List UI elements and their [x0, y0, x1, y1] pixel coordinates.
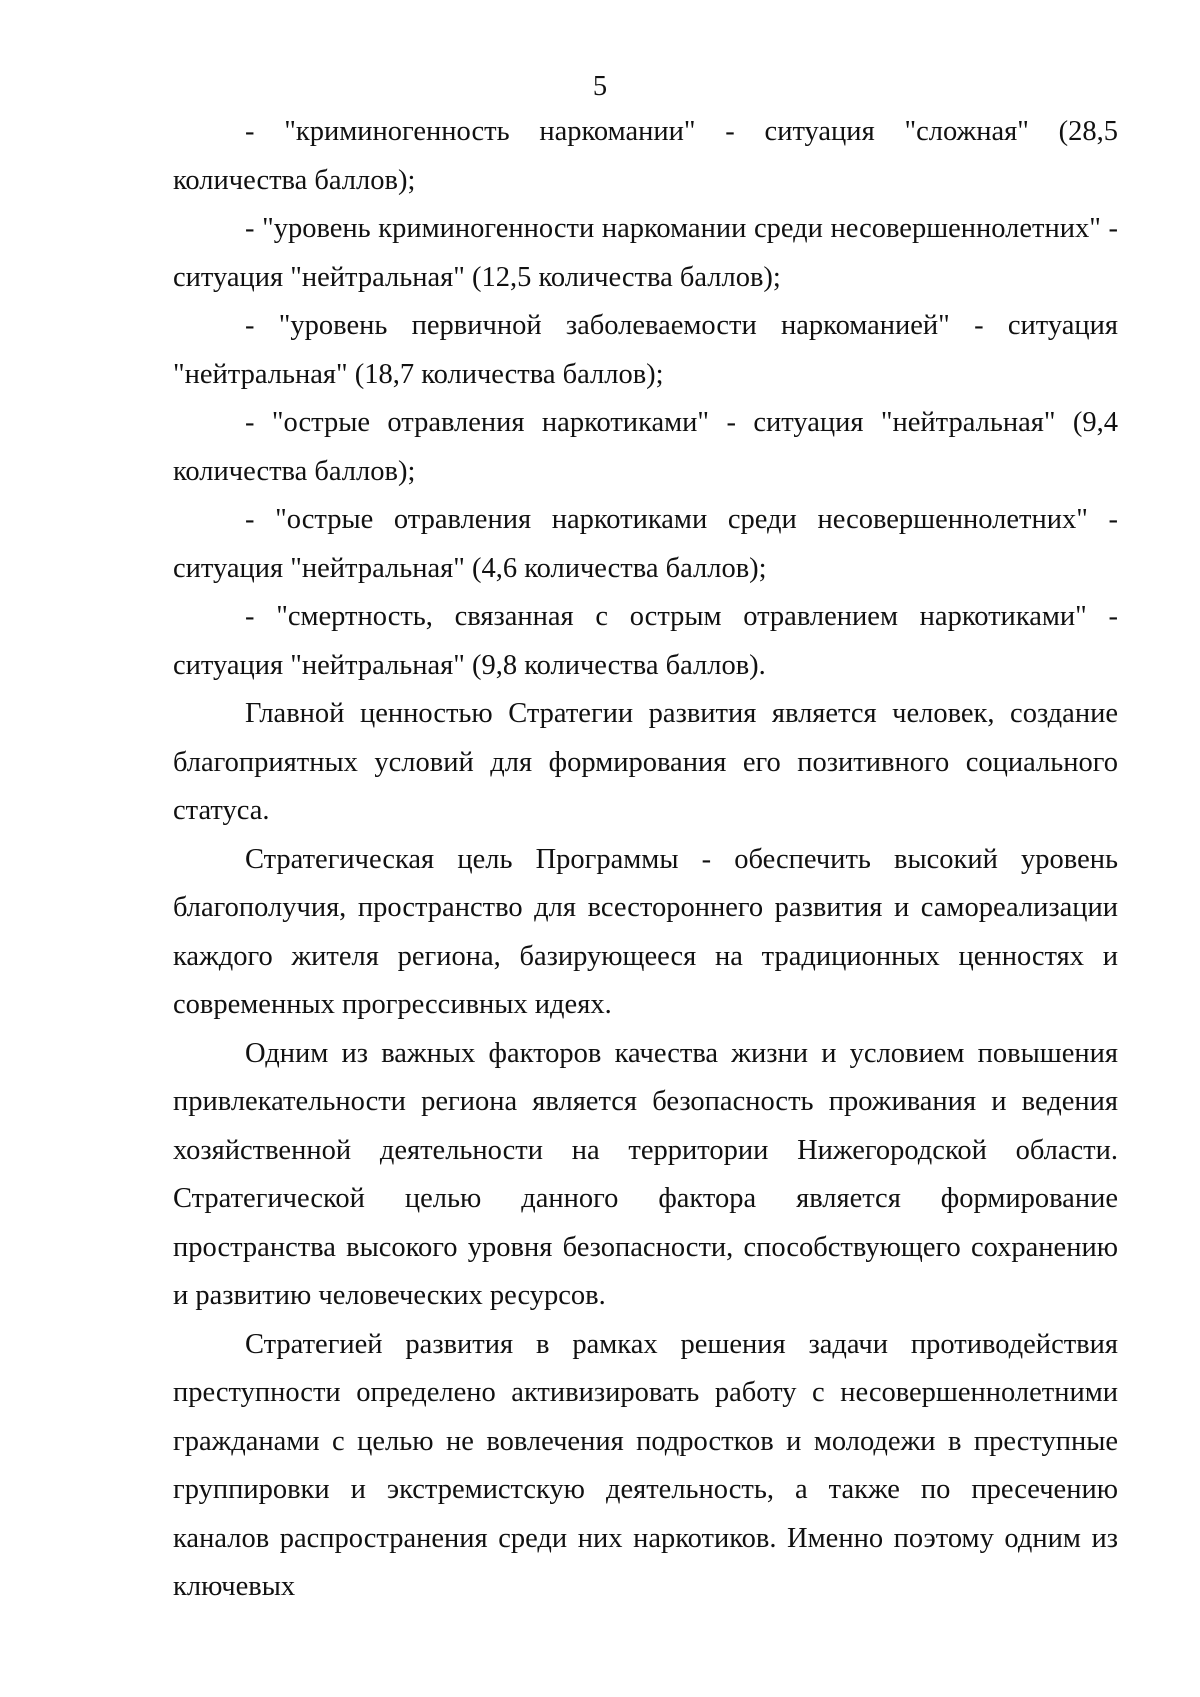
list-item-primary-addiction-incidence: - "уровень первичной заболеваемости наркоманией" - ситуация "нейтральная" (18,7 количества баллов);	[173, 310, 1118, 390]
list-item-drug-crime-rate: - "криминогенность наркомании" - ситуация "сложная" (28,5 количества баллов);	[173, 116, 1118, 196]
list-item-acute-drug-poisoning: - "острые отравления наркотиками" - ситуация "нейтральная" (9,4 количества баллов);	[173, 407, 1118, 487]
paragraph-main-value: Главной ценностью Стратегии развития является человек, создание благоприятных условий для формирования его позитивного социального статуса.	[173, 698, 1118, 826]
paragraph-safety-factor: Одним из важных факторов качества жизни и условием повышения привлекательности региона является безопасность проживания и ведения хозяйственной деятельности на территории Нижегородской области. Стратегической целью данного фактора является формирование пространства высокого уровня безопасности, способствующего сохранению и развитию человеческих ресурсов.	[173, 1037, 1118, 1311]
list-item-minor-drug-crime-rate: - "уровень криминогенности наркомании среди несовершеннолетних" - ситуация "нейтральная" (12,5 количества баллов);	[173, 213, 1118, 293]
document-body	[173, 108, 1118, 1612]
page-number: 5	[592, 71, 608, 102]
list-item-drug-poisoning-mortality: - "смертность, связанная с острым отравлением наркотиками" - ситуация "нейтральная" (9,8 количества баллов).	[173, 601, 1118, 681]
list-item-minor-acute-drug-poisoning: - "острые отравления наркотиками среди несовершеннолетних" - ситуация "нейтральная" (4,6 количества баллов);	[173, 504, 1118, 584]
paragraph-crime-prevention: Стратегией развития в рамках решения задачи противодействия преступности определено активизировать работу с несовершеннолетними гражданами с целью не вовлечения подростков и молодежи в преступные группировки и экстремистскую деятельность, а также по пресечению каналов распространения среди них наркотиков. Именно поэтому одним из ключевых	[173, 1328, 1118, 1602]
paragraph-strategic-goal: Стратегическая цель Программы - обеспечить высокий уровень благополучия, пространство для всестороннего развития и самореализации каждого жителя региона, базирующееся на традиционных ценностях и современных прогрессивных идеях.	[173, 843, 1118, 1020]
